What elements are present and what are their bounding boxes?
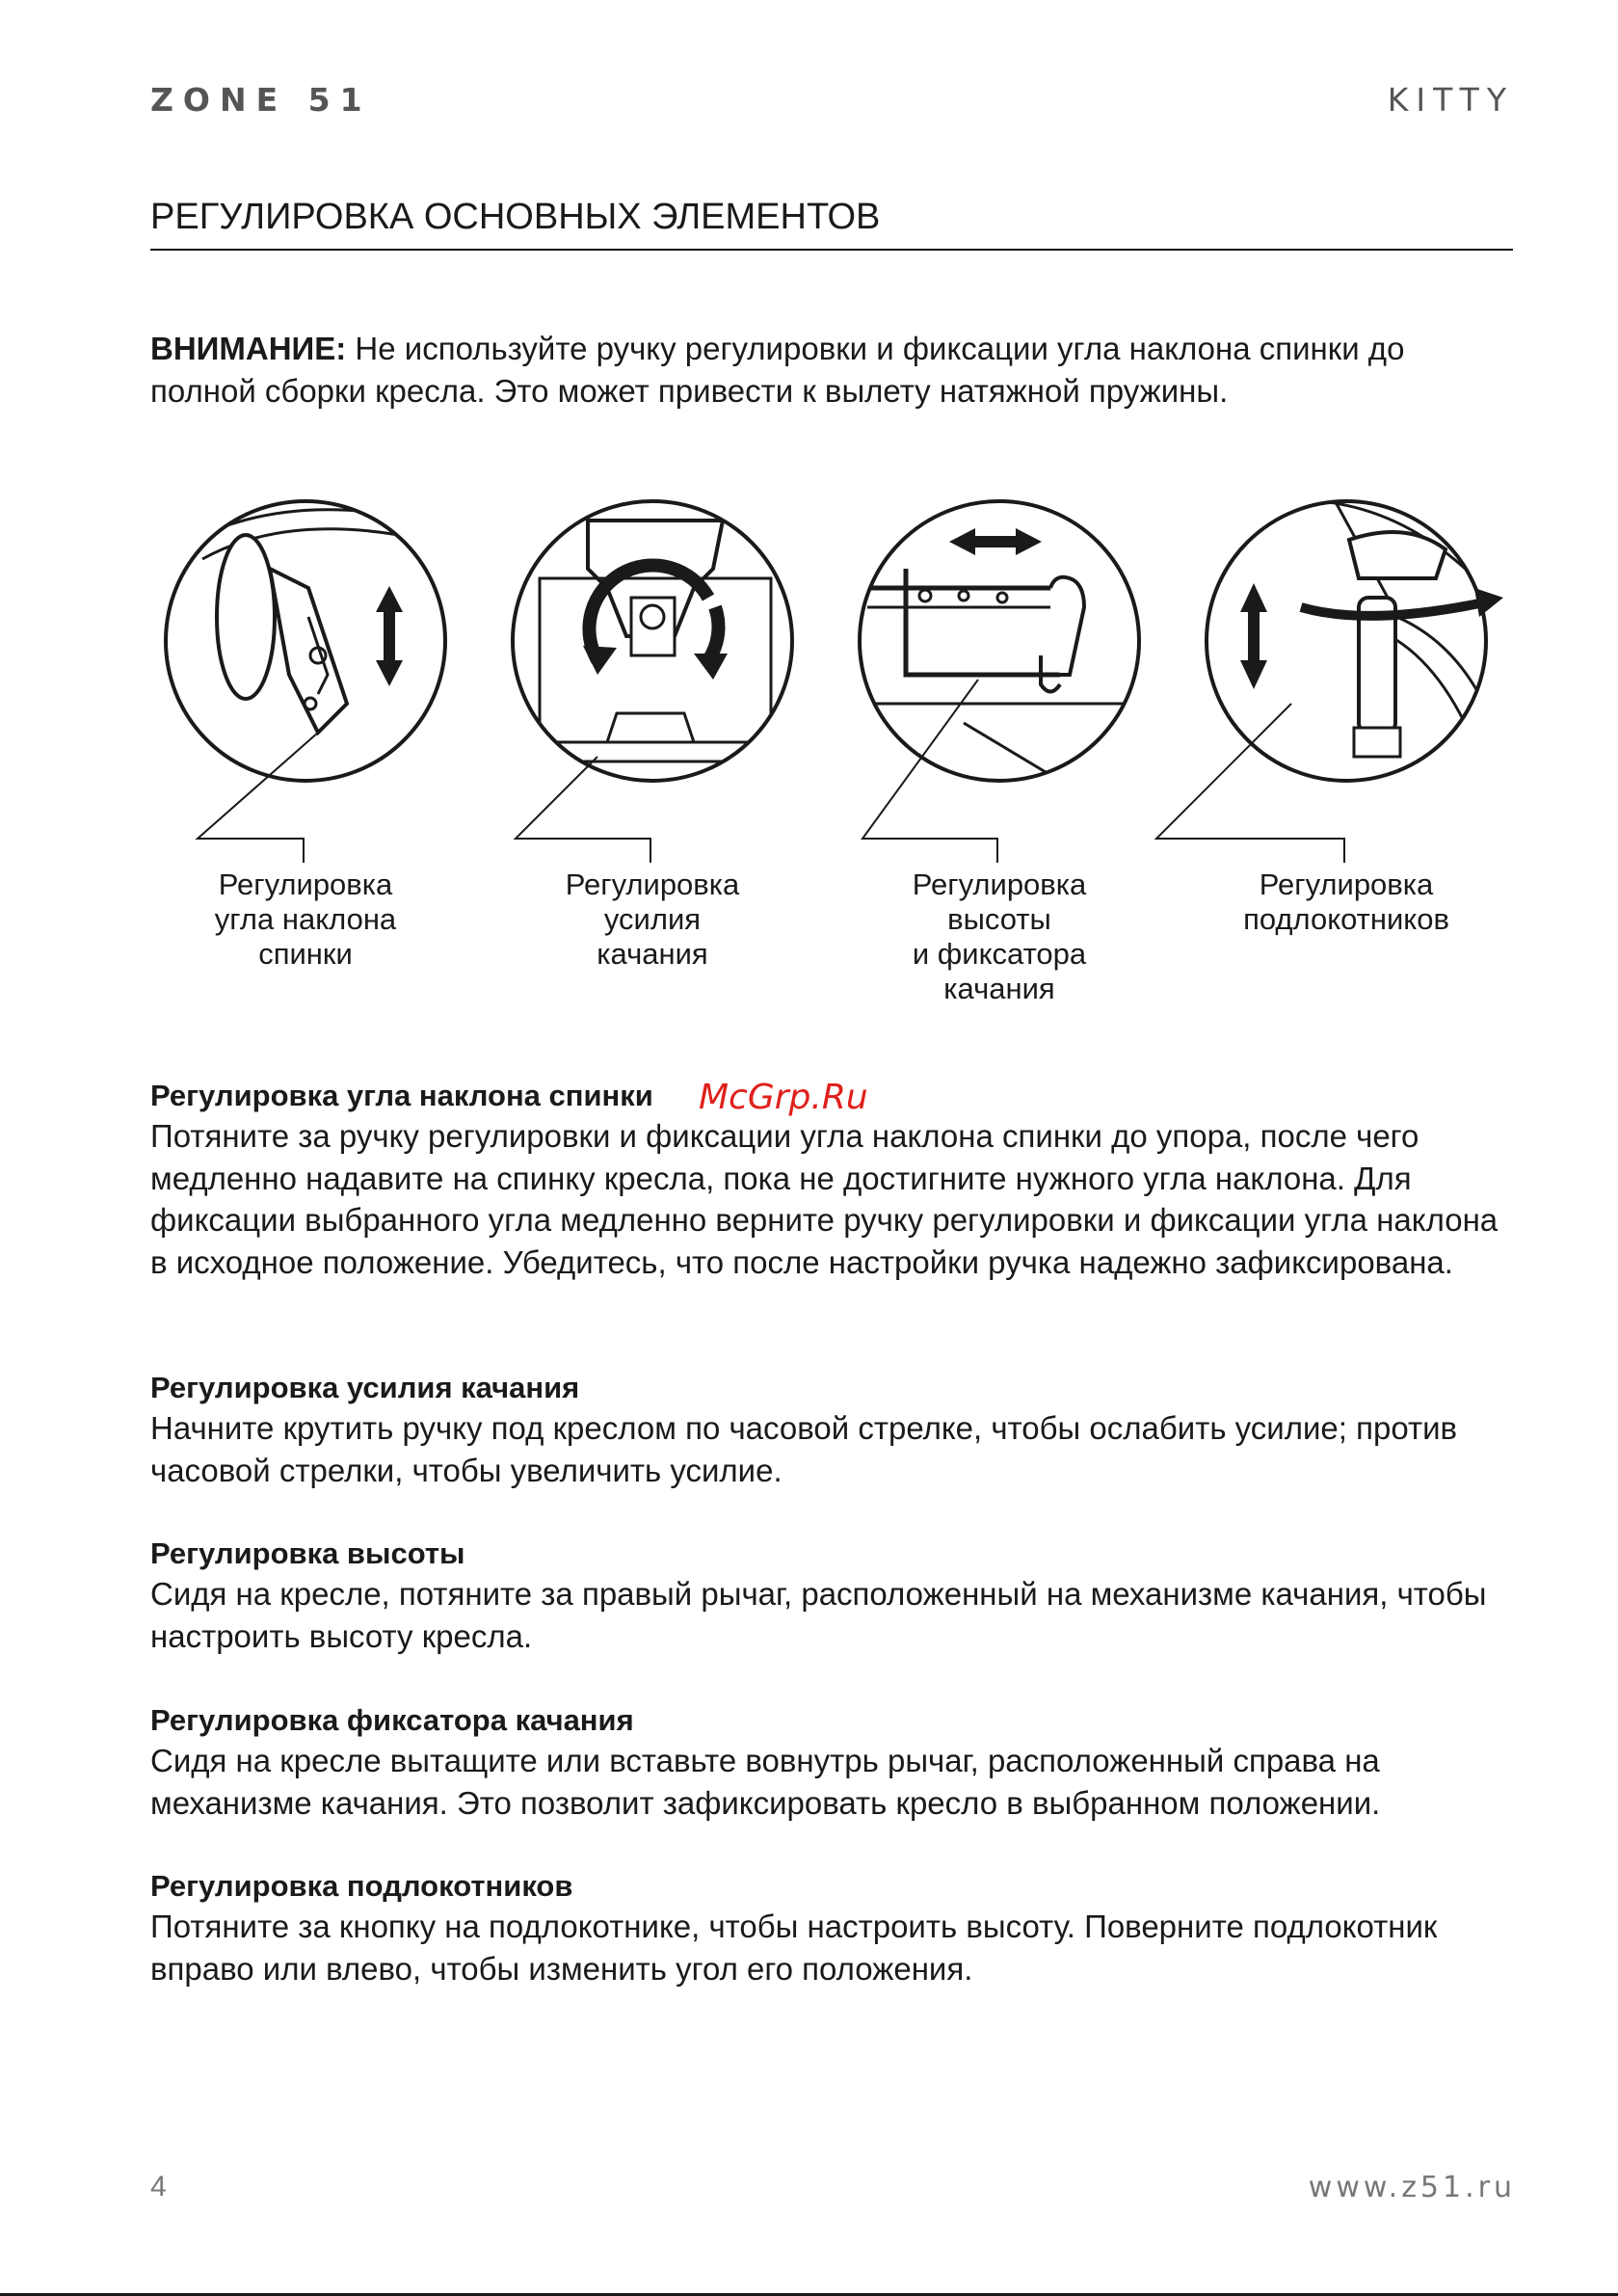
- section-heading: Регулировка высоты: [150, 1536, 465, 1570]
- title-divider: [150, 249, 1513, 251]
- watermark: McGrp.Ru: [699, 1078, 868, 1117]
- caption-rocking-tension: [493, 868, 811, 972]
- brand-logo-zone51: ZONE 51: [150, 81, 372, 119]
- warning-paragraph: [150, 328, 1519, 413]
- caption-backrest-tilt: [146, 868, 464, 972]
- warning-text: Не используйте ручку регулировки и фиксации угла наклона спинки до полной сборки кресла. Это может привести к вылету натяжной пружины.: [150, 331, 1405, 409]
- vertical-arrow-icon: [376, 586, 403, 686]
- page-title: РЕГУЛИРОВКА ОСНОВНЫХ ЭЛЕМЕНТОВ: [150, 197, 881, 237]
- brand-logo-kitty: KITTY: [1387, 81, 1514, 119]
- caption-line: Регулировка: [912, 868, 1087, 901]
- section-rocking-tension: [150, 1369, 1519, 1491]
- section-heading: Регулировка усилия качания: [150, 1371, 580, 1404]
- caption-line: угла наклона: [214, 902, 397, 936]
- height-lock-diagram: [860, 501, 1139, 863]
- caption-line: и фиксатора: [912, 937, 1087, 971]
- caption-line: подлокотников: [1243, 902, 1449, 936]
- armrest-diagram: [1156, 492, 1503, 863]
- caption-line: высоты: [947, 902, 1051, 936]
- section-armrest: [150, 1867, 1519, 1989]
- caption-line: усилия: [603, 902, 702, 936]
- caption-line: Регулировка: [218, 868, 393, 901]
- section-text: Потяните за кнопку на подлокотнике, чтобы настроить высоту. Поверните подлокотник вправо или влево, чтобы изменить угол его положения.: [150, 1909, 1438, 1987]
- horizontal-arrow-icon: [949, 528, 1042, 555]
- caption-line: качания: [597, 937, 708, 971]
- warning-label: ВНИМАНИЕ:: [150, 331, 347, 366]
- section-text: Сидя на кресле, потяните за правый рычаг, расположенный на механизме качания, чтобы настроить высоту кресла.: [150, 1576, 1487, 1654]
- section-height: [150, 1535, 1519, 1657]
- website-link[interactable]: www.z51.ru: [1308, 2171, 1516, 2204]
- section-text: Начните крутить ручку под креслом по часовой стрелке, чтобы ослабить усилие; против часовой стрелки, чтобы увеличить усилие.: [150, 1410, 1458, 1488]
- backrest-tilt-diagram: [166, 501, 445, 863]
- rocking-tension-diagram: [513, 501, 792, 863]
- caption-armrest: [1187, 868, 1505, 937]
- section-heading: Регулировка фиксатора качания: [150, 1703, 634, 1737]
- caption-line: Регулировка: [1259, 868, 1434, 901]
- section-heading: Регулировка угла наклона спинки: [150, 1079, 653, 1112]
- armrest-vertical-arrow-icon: [1240, 583, 1267, 689]
- caption-line: качания: [943, 972, 1055, 1005]
- caption-height-lock: [840, 868, 1158, 1006]
- caption-line: спинки: [258, 937, 353, 971]
- section-text: Потяните за ручку регулировки и фиксации угла наклона спинки до упора, после чего медленно надавите на спинку кресла, пока не достигните нужного угла наклона. Для фиксации выбранного угла медленно верните ручку регулировки и фиксации угла наклона в исходное положение. Убедитесь, что после настройки ручка надежно зафиксирована.: [150, 1118, 1499, 1280]
- caption-line: Регулировка: [565, 868, 740, 901]
- armrest-rotate-arrow-icon: [1301, 588, 1503, 617]
- section-text: Сидя на кресле вытащите или вставьте вовнутрь рычаг, расположенный справа на механизме качания. Это позволит зафиксировать кресло в выбранном положении.: [150, 1743, 1381, 1821]
- section-rocking-lock: [150, 1701, 1519, 1824]
- section-heading: Регулировка подлокотников: [150, 1869, 573, 1903]
- page-number: 4: [150, 2171, 167, 2203]
